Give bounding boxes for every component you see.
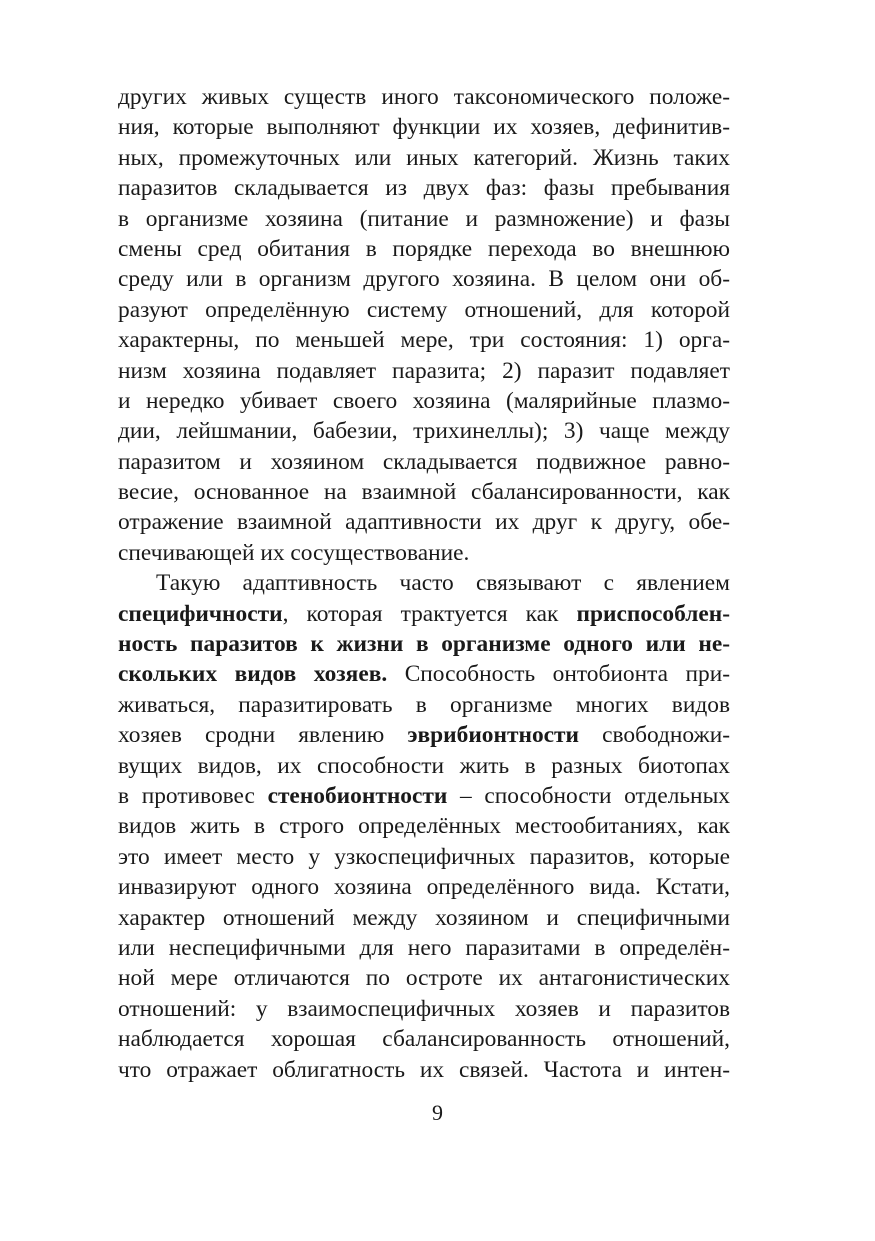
text-segment: ния, которые выполняют функции их хозяев, дефинитив- [118,114,730,141]
text-line [118,659,730,689]
text-segment: живаться, паразитировать в организме многих видов [118,691,730,718]
text-line [118,690,730,720]
text-line [118,903,730,933]
text-line [118,264,730,294]
bold-term: эврибионтности [407,722,579,749]
text-line [118,568,730,598]
text-segment: в противовес [118,782,268,809]
text-segment: что отражает облигатность их связей. Частота и интен- [118,1056,730,1083]
text-line [118,781,730,811]
text-segment: свободножи- [579,722,731,749]
text-line [118,477,730,507]
text-segment: паразитов складывается из двух фаз: фазы пребывания [118,175,730,202]
text-line [118,872,730,902]
text-segment: вущих видов, их способности жить в разных биотопах [118,752,730,779]
page-number: 9 [432,1100,443,1125]
bold-term: ность паразитов к жизни в организме одного или не- [118,631,730,658]
text-line [118,1024,730,1054]
text-segment: низм хозяина подавляет паразита; 2) паразит подавляет [118,357,730,384]
text-segment: или неспецифичными для него паразитами в определён- [118,934,730,961]
text-segment: весие, основанное на взаимной сбалансированности, как [118,479,730,506]
text-segment: хозяев сродни явлению [118,722,408,749]
paragraph [118,82,730,568]
text-line [118,994,730,1024]
text-segment: других живых существ иного таксономического положе- [118,84,730,110]
text-line [118,416,730,446]
text-line [118,1055,730,1085]
text-line [118,538,730,568]
text-line [118,295,730,325]
text-line [118,811,730,841]
text-segment: в организме хозяина (питание и размножение) и фазы [118,205,730,232]
text-line [118,204,730,234]
text-line [118,963,730,993]
text-line [118,356,730,386]
bold-term: стенобионтности [267,782,448,809]
text-segment: , которая трактуется как [282,600,577,627]
text-segment: это имеет место у узкоспецифичных паразитов, которые [118,843,730,870]
text-segment: разуют определённую систему отношений, для которой [118,296,730,323]
text-line [118,933,730,963]
text-segment: и нередко убивает своего хозяина (малярийные плазмо- [118,387,730,414]
text-segment: спечивающей их сосуществование. [118,539,470,566]
text-line [118,751,730,781]
text-line [118,173,730,203]
text-line [118,720,730,750]
text-line [118,629,730,659]
text-segment: ной мере отличаются по остроте их антагонистических [118,965,730,992]
text-segment: отражение взаимной адаптивности их друг к другу, обе- [118,509,730,536]
text-segment: ных, промежуточных или иных категорий. Жизнь таких [118,144,730,171]
text-segment: Способность онтобионта при- [387,661,730,688]
text-segment: паразитом и хозяином складывается подвижное равно- [118,448,730,475]
text-segment: характерны, по меньшей мере, три состояния: 1) орга- [118,327,730,354]
text-line [118,112,730,142]
text-line [118,599,730,629]
text-segment: характер отношений между хозяином и специфичными [118,904,730,931]
text-segment: дии, лейшмании, бабезии, трихинеллы); 3) чаще между [118,418,730,445]
text-segment: видов жить в строго определённых местообитаниях, как [118,813,730,840]
bold-term: приспособлен- [576,600,730,627]
text-line [118,842,730,872]
text-segment: наблюдается хорошая сбалансированность отношений, [118,1026,730,1053]
text-segment: среду или в организм другого хозяина. В целом они об- [118,266,730,293]
bold-term: специфичности [118,600,283,627]
text-segment: Такую адаптивность часто связывают с явлением [156,570,730,597]
text-line [118,143,730,173]
paragraph [118,568,730,1085]
text-segment: инвазируют одного хозяина определённого вида. Кстати, [118,874,730,901]
text-segment: смены сред обитания в порядке перехода во внешнюю [118,235,730,262]
text-line [118,82,730,112]
body-text [118,82,730,1085]
text-line [118,234,730,264]
text-segment: – способности отдельных [447,782,730,809]
bold-term: скольких видов хозяев. [118,661,388,688]
text-line [118,507,730,537]
text-segment: отношений: у взаимоспецифичных хозяев и паразитов [118,995,730,1022]
text-line [118,447,730,477]
text-line [118,386,730,416]
text-line [118,325,730,355]
